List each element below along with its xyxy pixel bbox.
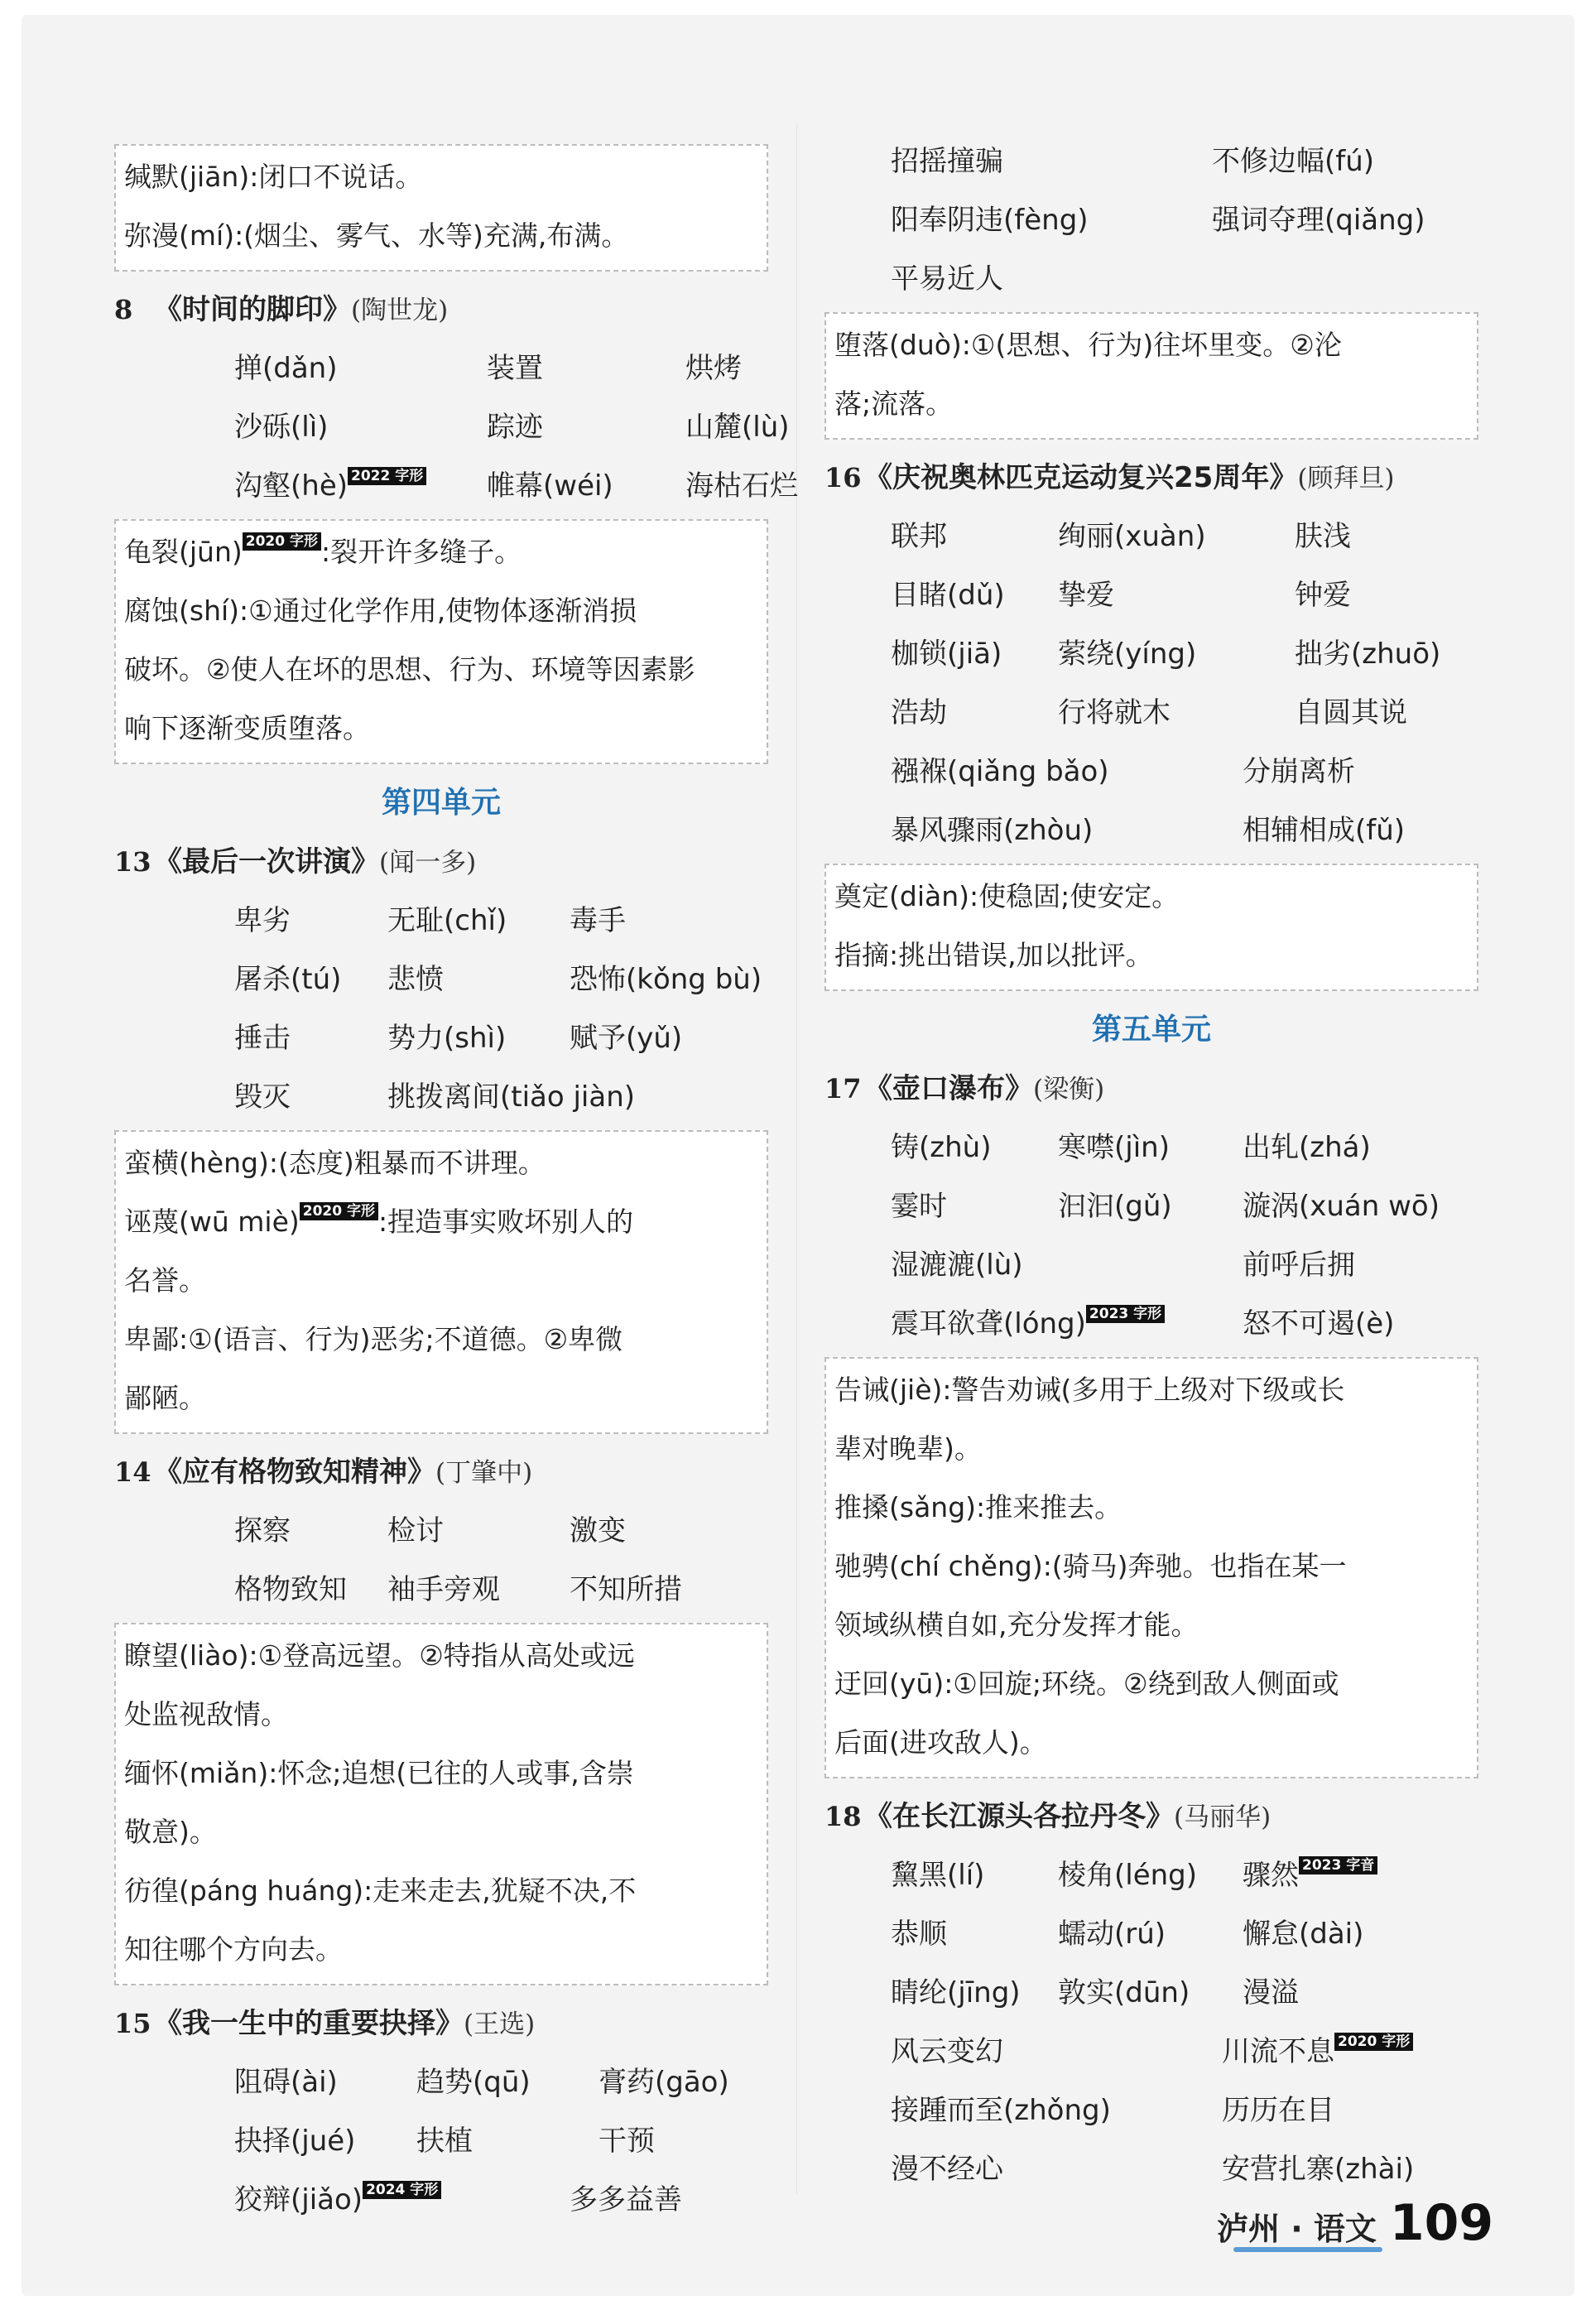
- lesson-heading-16: [824, 448, 1478, 508]
- word: 趋势(qū): [416, 2066, 531, 2099]
- note-line: 腐蚀(shí):①通过化学作用,使物体逐渐消损: [124, 594, 637, 627]
- note-line: 领域纵横自如,充分发挥才能。: [834, 1609, 1199, 1641]
- note-line: 奠定(diàn):使稳固;使安定。: [834, 880, 1180, 912]
- word: 检讨: [387, 1514, 444, 1547]
- word-list-18: [824, 1846, 1478, 2199]
- lesson-title: 《庆祝奥林匹克运动复兴25周年》: [864, 461, 1298, 494]
- word: 懈怠(dài): [1243, 1918, 1364, 1951]
- vocab-note-box: [824, 312, 1478, 440]
- note-line: [124, 1192, 757, 1251]
- note-line: 卑鄙:①(语言、行为)恶劣;不道德。②卑微: [124, 1323, 623, 1355]
- word: 沟壑(hè): [234, 469, 348, 503]
- word: 湿漉漉(lù): [891, 1249, 1023, 1282]
- note-line: 瞭望(liào):①登高远望。②特指从高处或远: [124, 1639, 635, 1672]
- word: 帷幕(wéi): [487, 469, 613, 503]
- exam-year-badge: 2023 字形: [1086, 1305, 1165, 1323]
- vocab-note-box: [824, 1357, 1478, 1778]
- page-footer: [1217, 2186, 1493, 2260]
- word: 汩汩(gǔ): [1058, 1190, 1172, 1223]
- word: 前呼后拥: [1243, 1249, 1355, 1282]
- note-line: 后面(进攻敌人)。: [834, 1726, 1047, 1759]
- lesson-title: 《我一生中的重要抉择》: [154, 2007, 464, 2040]
- word: 不修边幅(fú): [1212, 145, 1375, 178]
- note-line: 弥漫(mí):(烟尘、雾气、水等)充满,布满。: [124, 219, 629, 252]
- footer-accent-bar: [1233, 2247, 1382, 2252]
- lesson-heading-18: [824, 1787, 1478, 1846]
- word: 烘烤: [685, 352, 742, 385]
- word-list-15: [114, 2053, 768, 2230]
- exam-year-badge: 2020 字形: [243, 532, 321, 551]
- word: 海枯石烂: [685, 469, 798, 503]
- word: 膏药(gāo): [598, 2066, 729, 2099]
- note-definition: :裂开许多缝子。: [320, 536, 522, 568]
- word: 棱角(léng): [1058, 1859, 1198, 1892]
- note-line: 破坏。②使人在坏的思想、行为、环境等因素影: [124, 653, 695, 686]
- note-line: 落;流落。: [834, 387, 954, 420]
- lesson-author: (马丽华): [1174, 1802, 1272, 1832]
- word: 睛纶(jīng): [891, 1976, 1021, 2009]
- word: 势力(shì): [387, 1022, 507, 1055]
- word: 山麓(lù): [685, 411, 790, 444]
- note-line: 敬意)。: [124, 1816, 217, 1848]
- lesson-number: 14: [114, 1456, 151, 1488]
- word: 强词夺理(qiǎng): [1212, 204, 1425, 237]
- word: 绚丽(xuàn): [1058, 520, 1206, 553]
- note-line: 缄默(jiān):闭口不说话。: [124, 161, 423, 193]
- vocab-note-box: [114, 1130, 768, 1434]
- word: 行将就木: [1058, 696, 1171, 729]
- word: 招摇撞骗: [891, 145, 1003, 178]
- lesson-author: (陶世龙): [351, 296, 449, 325]
- word: 挑拨离间(tiǎo jiàn): [387, 1080, 636, 1114]
- word: 赋予(yǔ): [570, 1022, 683, 1055]
- note-line: 辈对晚辈)。: [834, 1432, 982, 1465]
- lesson-heading-8: [114, 280, 768, 339]
- word: 出轧(zhá): [1243, 1131, 1371, 1164]
- word: 漫不经心: [891, 2153, 1003, 2186]
- word-list-8: [114, 339, 798, 516]
- book-label: 泸州 · 语文: [1217, 2211, 1377, 2247]
- vocab-note-box: [114, 144, 768, 272]
- word: 接踵而至(zhǒng): [891, 2094, 1111, 2127]
- word: 骤然: [1243, 1859, 1299, 1892]
- word: 装置: [487, 352, 543, 385]
- word: 卑劣: [234, 904, 291, 937]
- word: 震耳欲聋(lóng): [891, 1307, 1086, 1340]
- exam-year-badge: 2023 字音: [1299, 1856, 1377, 1874]
- word: 肤浅: [1295, 520, 1351, 553]
- note-line: 名誉。: [124, 1264, 206, 1297]
- word: 历历在目: [1222, 2094, 1334, 2127]
- exam-year-badge: 2024 字形: [363, 2181, 441, 2199]
- word: 捶击: [234, 1022, 291, 1055]
- note-line: 堕落(duò):①(思想、行为)往坏里变。②沦: [834, 329, 1342, 361]
- word: 浩劫: [891, 696, 947, 729]
- note-line: 鄙陋。: [124, 1382, 206, 1414]
- word: 风云变幻: [891, 2035, 1003, 2068]
- word: 挚爱: [1058, 579, 1114, 612]
- lesson-title: 《应有格物致知精神》: [154, 1456, 435, 1489]
- word: 狡辩(jiǎo): [234, 2183, 363, 2216]
- right-column: [824, 132, 1478, 2199]
- note-term: 龟裂(jūn): [124, 536, 243, 568]
- word: 毁灭: [234, 1080, 291, 1114]
- word: 漫溢: [1243, 1976, 1299, 2009]
- word-list-16: [824, 508, 1478, 860]
- note-line: 迂回(yū):①回旋;环绕。②绕到敌人侧面或: [834, 1668, 1339, 1700]
- note-line: 知往哪个方向去。: [124, 1933, 343, 1966]
- lesson-title: 《壶口瀑布》: [864, 1072, 1033, 1105]
- note-line: 告诫(jiè):警告劝诫(多用于上级对下级或长: [834, 1374, 1345, 1406]
- word: 屠杀(tú): [234, 963, 342, 996]
- word: 漩涡(xuán wō): [1243, 1190, 1440, 1223]
- column-divider: [796, 124, 797, 2194]
- note-line: 处监视敌情。: [124, 1698, 288, 1730]
- lesson-number: 15: [114, 2008, 151, 2039]
- vocab-note-box: [114, 1623, 768, 1985]
- word: 寒噤(jìn): [1058, 1131, 1170, 1164]
- lesson-number: 16: [824, 462, 862, 493]
- word: 阳奉阴违(fèng): [891, 204, 1089, 237]
- unit-title: 第四单元: [381, 785, 501, 820]
- word: 掸(dǎn): [234, 352, 338, 385]
- word: 相辅相成(fǔ): [1243, 814, 1406, 847]
- lesson-number: 8: [114, 294, 133, 325]
- lesson-number: 18: [824, 1801, 862, 1832]
- word: 敦实(dūn): [1058, 1976, 1190, 2009]
- word: 霎时: [891, 1190, 947, 1223]
- word: 襁褓(qiǎng bǎo): [891, 755, 1109, 788]
- word: 川流不息: [1222, 2035, 1334, 2068]
- lesson-heading-15: [114, 1994, 768, 2053]
- note-line: 推搡(sǎng):推来推去。: [834, 1491, 1122, 1523]
- word: 暴风骤雨(zhòu): [891, 814, 1094, 847]
- word: 踪迹: [487, 411, 543, 444]
- word: 悲愤: [387, 963, 444, 996]
- word: 激变: [570, 1514, 626, 1547]
- lesson-author: (王选): [464, 2009, 536, 2039]
- word: 袖手旁观: [387, 1573, 500, 1606]
- word: 沙砾(lì): [234, 411, 329, 444]
- note-definition: :捏造事实败坏别人的: [378, 1206, 634, 1238]
- word: 分崩离析: [1243, 755, 1355, 788]
- word-list-13: [114, 892, 768, 1127]
- word: 钟爱: [1295, 579, 1351, 612]
- lesson-author: (丁肇中): [435, 1458, 533, 1488]
- note-term: 诬蔑(wū miè): [124, 1206, 300, 1238]
- word: 不知所措: [570, 1573, 682, 1606]
- vocab-note-box: [824, 864, 1478, 991]
- lesson-heading-13: [114, 832, 768, 892]
- lesson-heading-17: [824, 1059, 1478, 1119]
- word: 阻碍(ài): [234, 2066, 338, 2099]
- note-line: [124, 522, 757, 581]
- word: 平易近人: [891, 262, 1003, 296]
- word: 多多益善: [570, 2183, 682, 2216]
- word: 安营扎寨(zhài): [1222, 2153, 1415, 2186]
- lesson-heading-14: [114, 1442, 768, 1502]
- word: 怒不可遏(è): [1243, 1307, 1395, 1340]
- word: 恐怖(kǒng bù): [570, 963, 762, 996]
- note-line: 蛮横(hèng):(态度)粗暴而不讲理。: [124, 1147, 546, 1179]
- word-list-17: [824, 1119, 1478, 1354]
- word: 探察: [234, 1514, 291, 1547]
- note-line: 彷徨(páng huáng):走来走去,犹疑不决,不: [124, 1874, 637, 1907]
- word: 枷锁(jiā): [891, 638, 1002, 671]
- lesson-title: 《在长江源头各拉丹冬》: [864, 1800, 1174, 1833]
- word: 黧黑(lí): [891, 1859, 985, 1892]
- word: 无耻(chǐ): [387, 904, 507, 937]
- word: 自圆其说: [1295, 696, 1407, 729]
- exam-year-badge: 2022 字形: [348, 467, 426, 485]
- left-column: [114, 141, 798, 2230]
- word: 目睹(dǔ): [891, 579, 1005, 612]
- word-list-top: [824, 132, 1478, 309]
- exam-year-badge: 2020 字形: [1334, 2033, 1413, 2051]
- page-number: 109: [1389, 2194, 1494, 2252]
- note-line: 响下逐渐变质堕落。: [124, 712, 370, 744]
- word-list-14: [114, 1502, 768, 1619]
- note-line: 指摘:挑出错误,加以批评。: [834, 939, 1153, 971]
- word: 格物致知: [234, 1573, 347, 1606]
- vocab-note-box: [114, 519, 768, 764]
- word: 拙劣(zhuō): [1295, 638, 1441, 671]
- word: 毒手: [570, 904, 626, 937]
- exam-year-badge: 2020 字形: [300, 1202, 378, 1220]
- lesson-author: (顾拜旦): [1297, 464, 1395, 493]
- lesson-number: 13: [114, 846, 151, 878]
- word: 蠕动(rú): [1058, 1918, 1166, 1951]
- lesson-author: (梁衡): [1033, 1075, 1105, 1104]
- word: 铸(zhù): [891, 1131, 992, 1164]
- word: 扶植: [416, 2125, 473, 2158]
- lesson-number: 17: [824, 1073, 862, 1104]
- word: 抉择(jué): [234, 2125, 356, 2158]
- unit-title: 第五单元: [1091, 1012, 1211, 1047]
- word: 恭顺: [891, 1918, 947, 1951]
- word: 联邦: [891, 520, 947, 553]
- note-line: 缅怀(miǎn):怀念;追想(已往的人或事,含崇: [124, 1757, 634, 1789]
- lesson-title: 《最后一次讲演》: [154, 845, 379, 878]
- note-line: 驰骋(chí chěng):(骑马)奔驰。也指在某一: [834, 1550, 1347, 1582]
- lesson-title: 《时间的脚印》: [154, 293, 351, 326]
- lesson-author: (闻一多): [379, 848, 477, 878]
- word: 干预: [598, 2125, 655, 2158]
- word: 萦绕(yíng): [1058, 638, 1197, 671]
